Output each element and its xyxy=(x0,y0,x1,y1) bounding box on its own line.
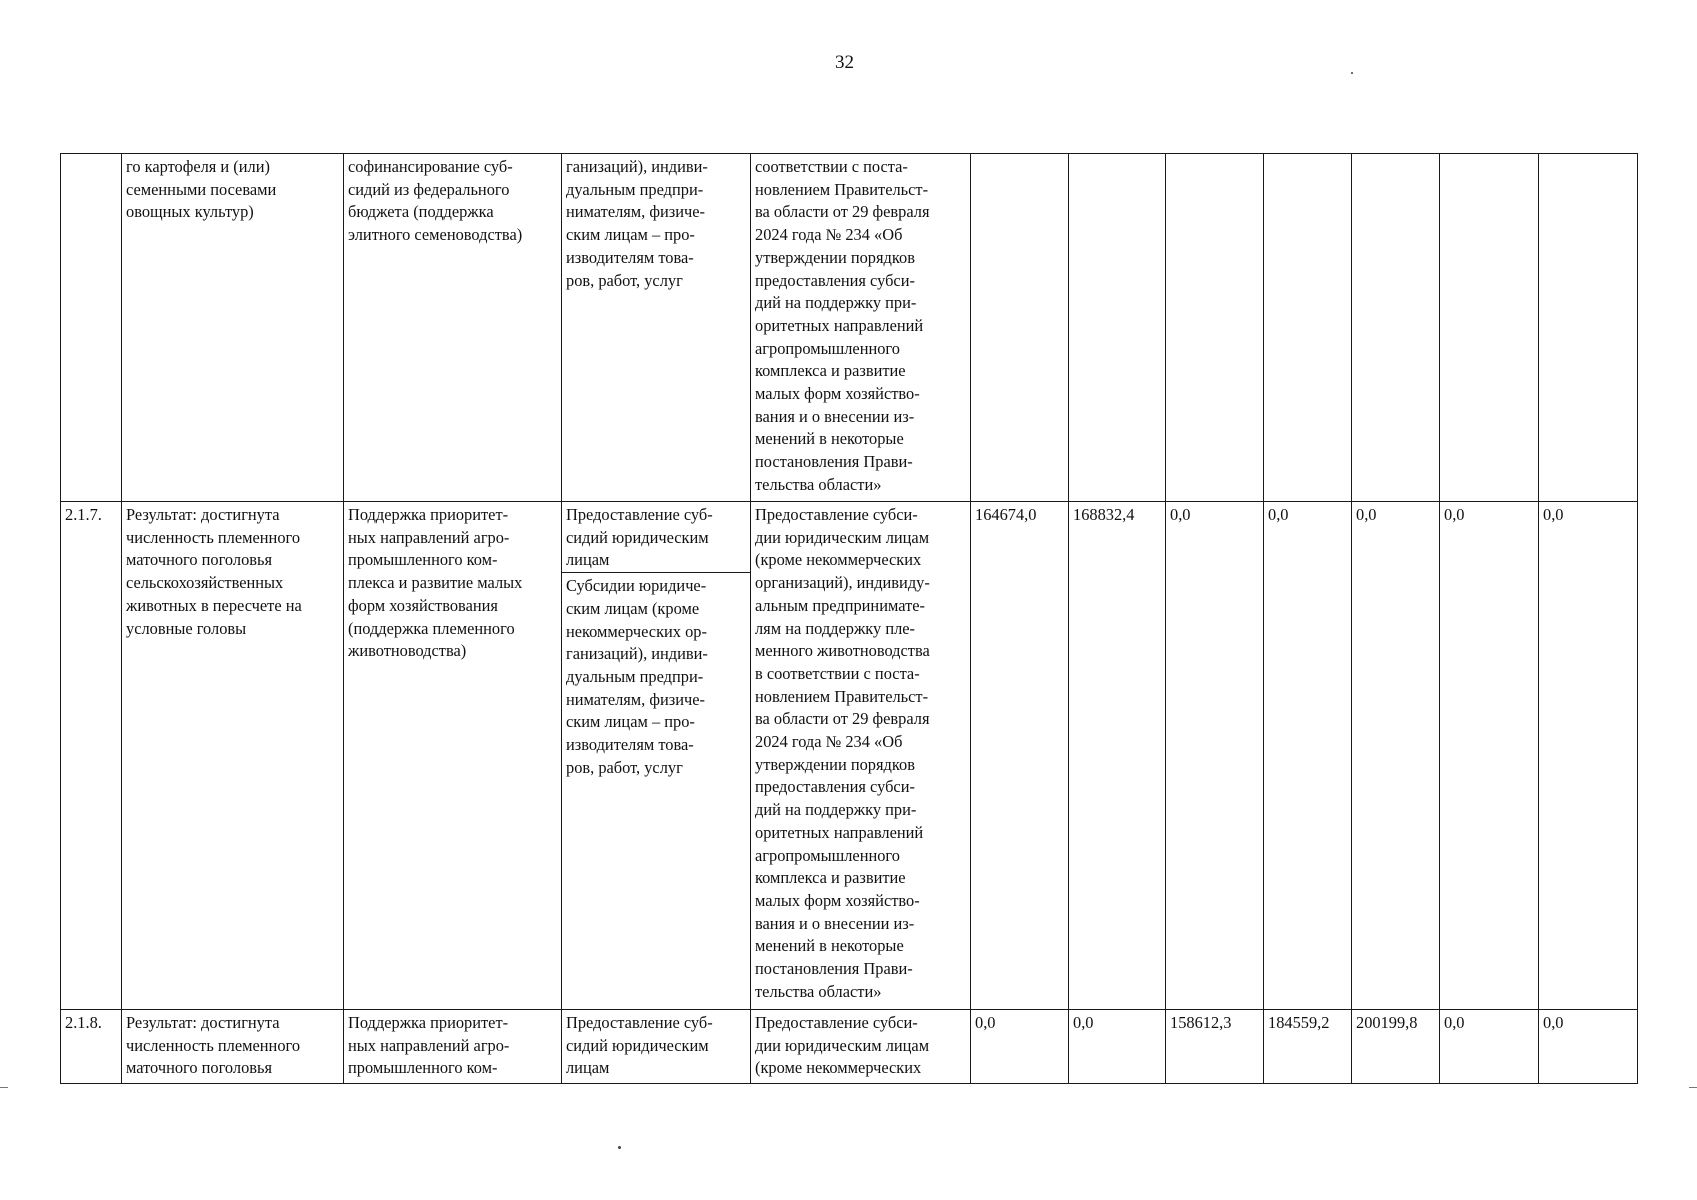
cell-basis: соответствии с поста- новлением Правительст- ва области от 29 февраля 2024 года № 234 «Об утверждении порядков предоставления субси- дий на поддержку при- оритетных направлений агропромышленного комплекса и развитие малых форм хозяйство- вания и о внесении из- менений в некоторые постановления Прави- тельства области» xyxy=(751,154,971,502)
cell-value xyxy=(1440,154,1539,502)
scan-speck xyxy=(1351,72,1353,74)
cell-result: Результат: достигнута численность племенного маточного поголовья xyxy=(122,1010,344,1084)
cell-value: 200199,8 xyxy=(1352,1010,1440,1084)
cell-value xyxy=(1352,154,1440,502)
program-table xyxy=(60,153,1638,1084)
cell-value: 168832,4 xyxy=(1069,502,1166,1010)
cell-value xyxy=(1166,154,1264,502)
cell-measure: Поддержка приоритет- ных направлений агро- промышленного ком- плекса и развитие малых форм хозяйствования (поддержка племенного животноводства) xyxy=(344,502,562,1010)
cell-num: 2.1.8. xyxy=(61,1010,122,1084)
cell-value: 0,0 xyxy=(1264,502,1352,1010)
scan-mark xyxy=(1689,1087,1697,1088)
cell-mechanism: Предоставление суб- сидий юридическим лицам xyxy=(562,1010,751,1084)
cell-result: го картофеля и (или) семенными посевами овощных культур) xyxy=(122,154,344,502)
table-row xyxy=(61,154,1638,502)
cell-value: 0,0 xyxy=(971,1010,1069,1084)
scan-speck xyxy=(618,1146,621,1149)
cell-result: Результат: достигнута численность племенного маточного поголовья сельскохозяйственных животных в пересчете на условные головы xyxy=(122,502,344,1010)
scan-mark xyxy=(0,1087,8,1088)
page-number: 32 xyxy=(835,52,854,73)
cell-mechanism: Предоставление суб- сидий юридическим лицам xyxy=(562,502,751,573)
cell-value xyxy=(1539,154,1638,502)
cell-value: 158612,3 xyxy=(1166,1010,1264,1084)
cell-basis: Предоставление субси- дии юридическим лицам (кроме некоммерческих xyxy=(751,1010,971,1084)
table-row xyxy=(61,502,1638,573)
cell-measure: софинансирование суб- сидий из федерального бюджета (поддержка элитного семеноводства) xyxy=(344,154,562,502)
cell-value: 184559,2 xyxy=(1264,1010,1352,1084)
table-row xyxy=(61,1010,1638,1084)
cell-mechanism-detail: Субсидии юридиче- ским лицам (кроме некоммерческих ор- ганизаций), индиви- дуальным предпри- нимателям, физиче- ским лицам – про- изводителям това- ров, работ, услуг xyxy=(562,573,751,1010)
cell-value: 0,0 xyxy=(1069,1010,1166,1084)
cell-num xyxy=(61,154,122,502)
cell-num: 2.1.7. xyxy=(61,502,122,1010)
cell-mechanism: ганизаций), индиви- дуальным предпри- нимателям, физиче- ским лицам – про- изводителям това- ров, работ, услуг xyxy=(562,154,751,502)
cell-value: 0,0 xyxy=(1352,502,1440,1010)
cell-basis: Предоставление субси- дии юридическим лицам (кроме некоммерческих организаций), индивиду- альным предпринимате- лям на поддержку пле- менного животноводства в соответствии с поста- новлением Правительст- ва области от 29 февраля 2024 года № 234 «Об утверждении порядков предоставления субси- дий на поддержку при- оритетных направлений агропромышленного комплекса и развитие малых форм хозяйство- вания и о внесении из- менений в некоторые постановления Прави- тельства области» xyxy=(751,502,971,1010)
cell-value: 0,0 xyxy=(1166,502,1264,1010)
cell-value: 0,0 xyxy=(1539,1010,1638,1084)
cell-value xyxy=(1264,154,1352,502)
cell-value: 0,0 xyxy=(1539,502,1638,1010)
cell-measure: Поддержка приоритет- ных направлений агро- промышленного ком- xyxy=(344,1010,562,1084)
cell-value xyxy=(1069,154,1166,502)
cell-value xyxy=(971,154,1069,502)
cell-value: 164674,0 xyxy=(971,502,1069,1010)
cell-value: 0,0 xyxy=(1440,502,1539,1010)
cell-value: 0,0 xyxy=(1440,1010,1539,1084)
